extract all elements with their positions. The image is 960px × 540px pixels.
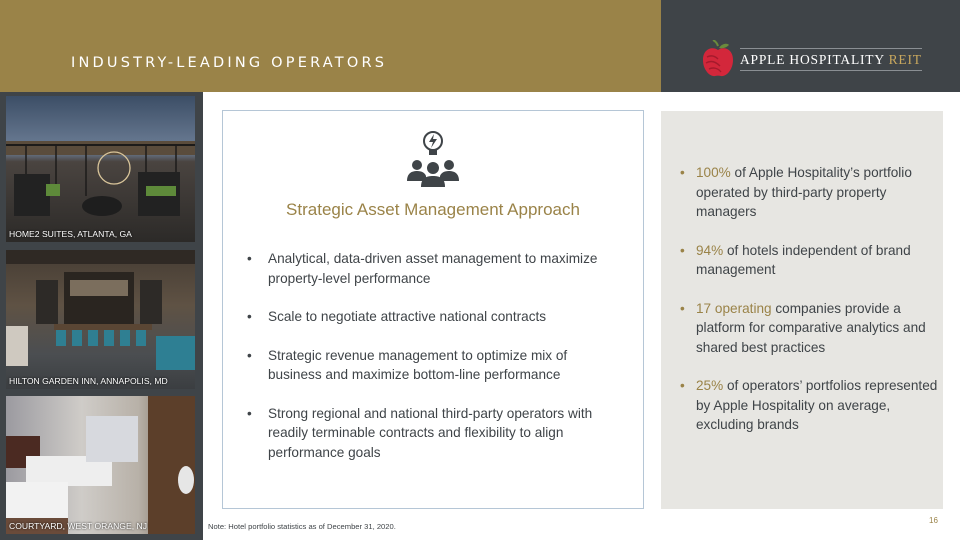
logo-wordmark [740,48,922,71]
stat-text: companies provide a platform for comparative analytics and shared best practices [696,300,926,355]
list-item: • Analytical, data-driven asset management to maximize property-level performance [247,249,613,288]
footnote: Note: Hotel portfolio statistics as of December 31, 2020. [208,522,396,531]
hotel-photo-annapolis [6,250,195,389]
list-item: • Strategic revenue management to optimize mix of business and maximize bottom-line performance [247,346,613,385]
stat-highlight: 25% [696,378,724,393]
logo-suffix: REIT [888,51,922,67]
lobby-scene [6,250,195,389]
card-title: Strategic Asset Management Approach [286,200,580,219]
list-item: • Scale to negotiate attractive national contracts [247,307,613,327]
hotel-photo-atlanta [6,96,195,242]
company-logo [702,40,922,78]
stat-text: of hotels independent of brand management [696,242,911,277]
hotel-photo-west-orange [6,396,195,534]
page-number: 16 [929,516,938,525]
list-item [680,376,938,435]
stats-bullet-list [680,163,938,454]
photo-caption: HOME2 SUITES, ATLANTA, GA [9,229,132,239]
list-item [680,299,938,358]
guest-room-scene [6,396,195,534]
strategy-card [222,110,644,509]
header-bar [0,0,661,92]
list-item: • Strong regional and national third-party operators with readily terminable contracts and flexibility to align performance goals [247,404,613,463]
photo-caption: COURTYARD, WEST ORANGE, NJ [9,521,147,531]
stat-text: of Apple Hospitality’s portfolio operated by third-party property managers [696,165,912,219]
stats-panel [661,111,943,509]
stat-highlight: 94% [696,242,724,258]
list-item [680,241,938,280]
strategy-bullet-list [247,249,613,481]
logo-name: APPLE HOSPITALITY [740,51,885,67]
apple-logo-icon [702,40,734,78]
team-idea-icon [405,121,461,189]
list-item [680,163,938,222]
stat-highlight: 100% [696,165,731,180]
page-title: INDUSTRY-LEADING OPERATORS [71,55,388,71]
stat-highlight: 17 operating [696,300,772,316]
rooftop-scene [6,96,195,242]
stat-text: of operators’ portfolios represented by Apple Hospitality on average, excluding brands [696,378,938,432]
photo-caption: HILTON GARDEN INN, ANNAPOLIS, MD [9,376,168,386]
